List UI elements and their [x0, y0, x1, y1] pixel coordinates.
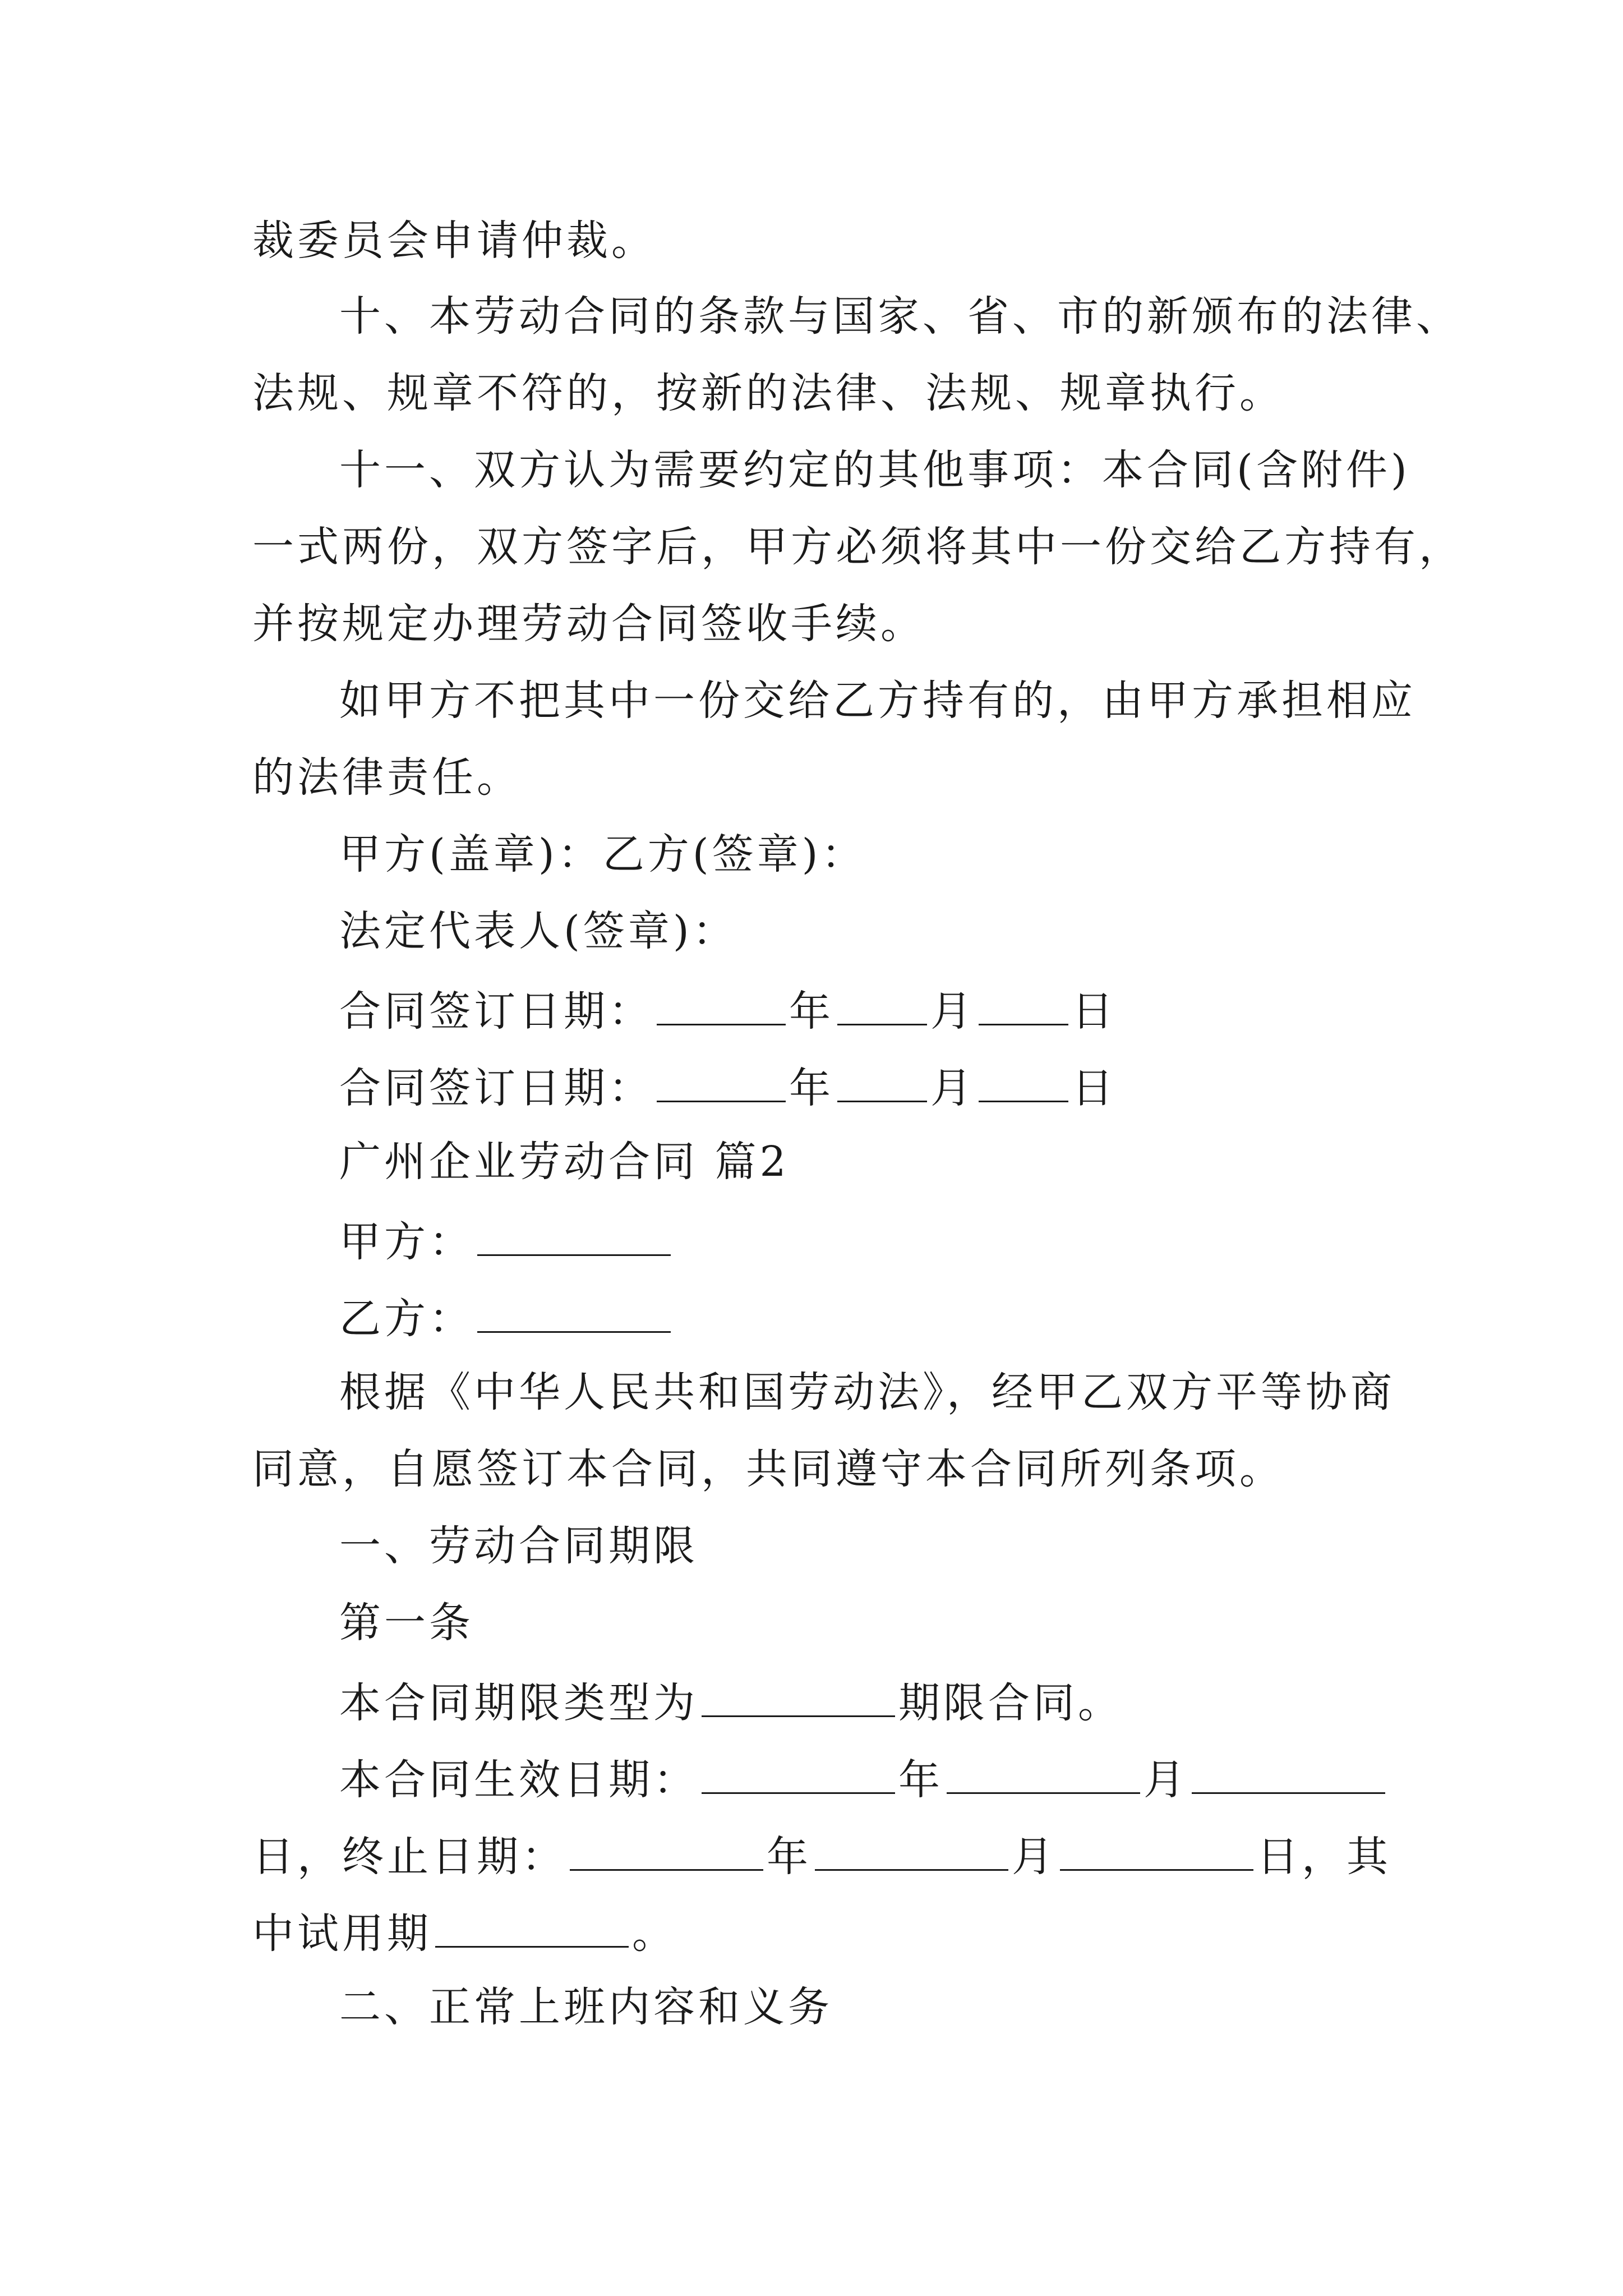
sign-date-line-2: [339, 1057, 1117, 1116]
termination-month-blank: [815, 1825, 1008, 1871]
term-type-after: 期限合同。: [898, 1679, 1123, 1727]
month-label: 月: [930, 1064, 975, 1112]
text-line: 法规、规章不符的，按新的法律、法规、规章执行。: [252, 369, 1284, 417]
year-label: 年: [767, 1833, 811, 1881]
probation-blank: [435, 1902, 629, 1948]
month-label: 月: [1144, 1756, 1188, 1804]
termination-year-blank: [570, 1825, 763, 1871]
text-line: 的法律责任。: [252, 753, 522, 802]
effective-label: 本合同生效日期：: [339, 1756, 698, 1804]
text-line: 一式两份，双方签字后，甲方必须将其中一份交给乙方持有，: [252, 523, 1464, 571]
term-type-blank: [702, 1672, 895, 1717]
month-label: 月: [1012, 1833, 1057, 1881]
section-title: 广州企业劳动合同 篇2: [339, 1138, 790, 1186]
party-b-label: 乙方：: [339, 1295, 474, 1343]
effective-day-blank: [1192, 1749, 1385, 1794]
day-label: 日: [1072, 987, 1117, 1036]
party-b-blank: [477, 1287, 671, 1333]
year-label: 年: [789, 1064, 834, 1112]
clause-eleven: 十一、双方认为需要约定的其他事项：本合同(含附件): [339, 446, 1410, 494]
sign-date-line-1: [339, 980, 1117, 1039]
clause-ten: 十、本劳动合同的条款与国家、省、市的新颁布的法律、: [339, 292, 1461, 341]
year-label: 年: [789, 987, 834, 1036]
text-line: 如甲方不把其中一份交给乙方持有的，由甲方承担相应: [339, 677, 1416, 725]
effective-date-line: [339, 1749, 1389, 1808]
termination-day-blank: [1060, 1825, 1253, 1871]
month-blank: [837, 980, 927, 1025]
article-one: 第一条: [339, 1599, 474, 1647]
party-a-blank: [477, 1211, 671, 1256]
effective-year-blank: [702, 1749, 895, 1794]
day-blank: [979, 980, 1068, 1025]
probation-after: 。: [632, 1910, 677, 1958]
probation-before: 中试用期: [252, 1910, 432, 1958]
month-label: 月: [930, 987, 975, 1036]
day-label: 日: [1072, 1064, 1117, 1112]
party-a-label: 甲方：: [339, 1218, 474, 1266]
year-label: 年: [898, 1756, 943, 1804]
heading-contract-term: 一、劳动合同期限: [339, 1522, 698, 1570]
signature-parties: 甲方(盖章)：乙方(签章)：: [339, 830, 866, 878]
text-line: 裁委员会申请仲裁。: [252, 217, 656, 265]
termination-end: 日，其: [1257, 1833, 1391, 1881]
year-blank: [657, 1057, 786, 1102]
effective-month-blank: [947, 1749, 1140, 1794]
term-type-before: 本合同期限类型为: [339, 1679, 698, 1727]
text-line: 并按规定办理劳动合同签收手续。: [252, 600, 925, 648]
party-a-line: [339, 1211, 674, 1270]
termination-date-line: [252, 1825, 1391, 1885]
term-type-line: [339, 1672, 1123, 1731]
sign-date-label: 合同签订日期：: [339, 987, 653, 1036]
party-b-line: [339, 1287, 674, 1347]
heading-work-duties: 二、正常上班内容和义务: [339, 1983, 833, 2031]
sign-date-label: 合同签订日期：: [339, 1064, 653, 1112]
text-line: 同意，自愿签订本合同，共同遵守本合同所列条项。: [252, 1445, 1284, 1493]
year-blank: [657, 980, 786, 1025]
probation-line: [252, 1902, 677, 1962]
preamble: 根据《中华人民共和国劳动法》，经甲乙双方平等协商: [339, 1368, 1395, 1416]
month-blank: [837, 1057, 927, 1102]
legal-representative: 法定代表人(签章)：: [339, 907, 737, 955]
termination-label: 日，终止日期：: [252, 1833, 566, 1881]
day-blank: [979, 1057, 1068, 1102]
